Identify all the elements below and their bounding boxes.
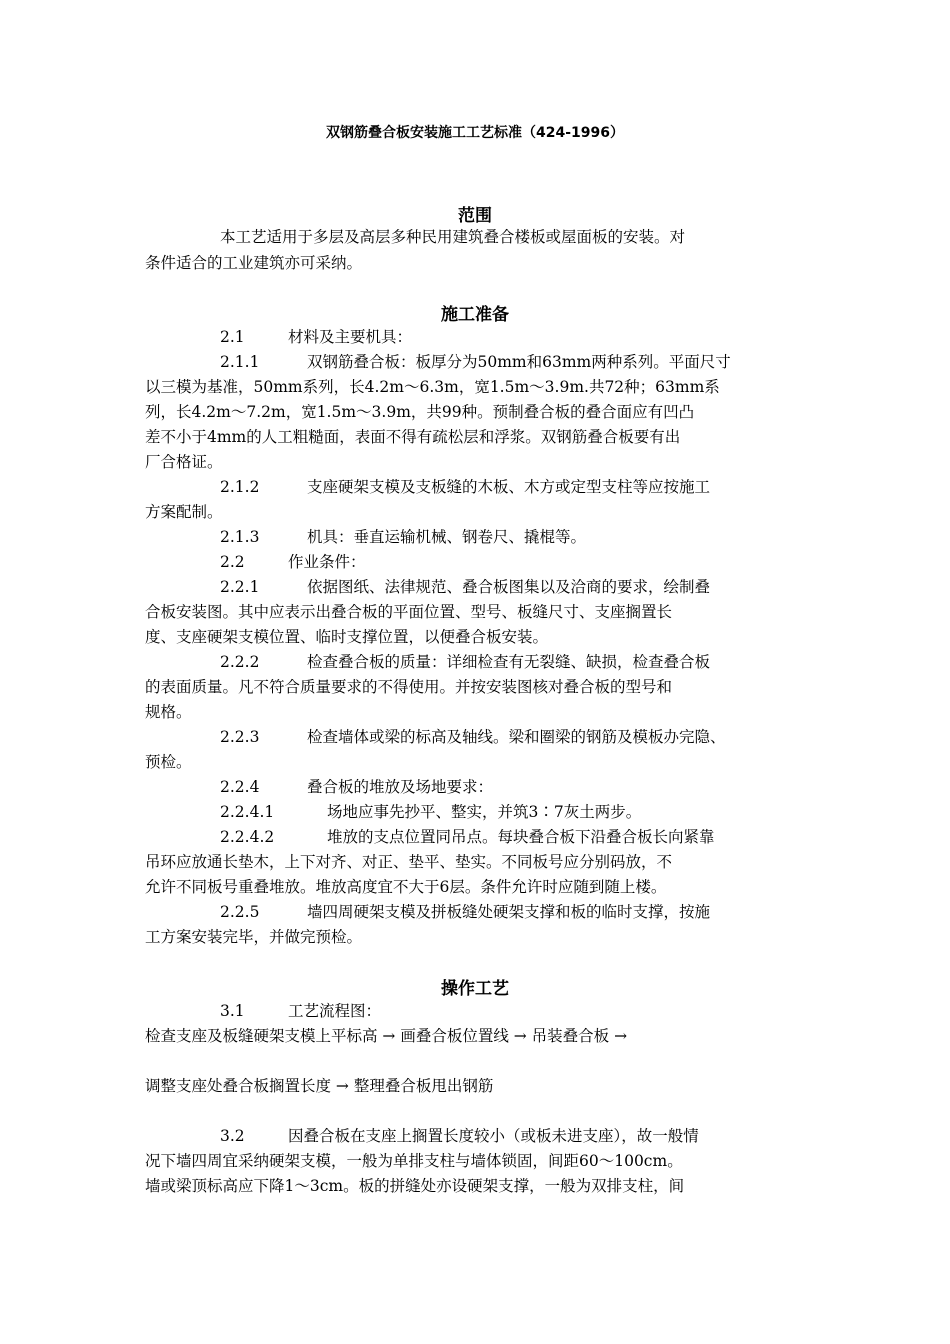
clause-text: 支座硬架支模及支板缝的木板、木方或定型支柱等应按施工 [307,478,711,496]
paragraph-line: 预检。 [145,753,192,771]
clause-text: 墙四周硬架支模及拼板缝处硬架支撑和板的临时支撑，按施 [307,903,711,921]
clause-number: 2.1.1 [220,353,260,371]
clause-text: 检查叠合板的质量：详细检查有无裂缝、缺损，检查叠合板 [307,653,711,671]
paragraph-line: 以三模为基准，50mm系列，长4.2m～6.3m，宽1.5m～3.9m.共72种；63mm系 [145,378,720,396]
paragraph-line: 规格。 [145,703,192,721]
clause-number: 2.1.2 [220,478,260,496]
paragraph-line: 方案配制。 [145,503,223,521]
clause-text: 场地应事先抄平、整实，并筑3∶7灰土两步。 [327,803,642,821]
clause-text: 堆放的支点位置同吊点。每块叠合板下沿叠合板长向紧靠 [327,828,715,846]
clause-number: 2.1 [220,328,245,346]
heading-operation: 操作工艺 [441,979,509,999]
clause-number: 2.1.3 [220,528,260,546]
clause-text: 依据图纸、法律规范、叠合板图集以及洽商的要求，绘制叠 [307,578,711,596]
paragraph-line: 的表面质量。凡不符合质量要求的不得使用。并按安装图核对叠合板的型号和 [145,678,673,696]
heading-scope: 范围 [458,206,492,226]
clause-text: 检查墙体或梁的标高及轴线。梁和圈梁的钢筋及模板办完隐、 [307,728,726,746]
document-title: 双钢筋叠合板安装施工工艺标准（424-1996） [326,125,624,141]
clause-text: 工艺流程图： [288,1002,382,1020]
paragraph-line: 工方案安装完毕，并做完预检。 [145,928,363,946]
clause-number: 2.2.1 [220,578,260,596]
clause-number: 2.2.3 [220,728,260,746]
heading-preparation: 施工准备 [441,305,509,325]
paragraph-line: 厂合格证。 [145,453,223,471]
paragraph-line: 本工艺适用于多层及高层多种民用建筑叠合楼板或屋面板的安装。对 [220,228,686,246]
clause-text: 材料及主要机具： [288,328,413,346]
paragraph-line: 墙或梁顶标高应下降1～3cm。板的拼缝处亦设硬架支撑，一般为双排支柱，间 [145,1177,685,1195]
clause-number: 2.2.5 [220,903,260,921]
paragraph-line: 允许不同板号重叠堆放。堆放高度宜不大于6层。条件允许时应随到随上楼。 [145,878,667,896]
clause-text: 因叠合板在支座上搁置长度较小（或板未进支座），故一般情 [288,1127,699,1145]
clause-number: 2.2.4 [220,778,260,796]
clause-number: 3.1 [220,1002,245,1020]
clause-text: 双钢筋叠合板：板厚分为50mm和63mm两种系列。平面尺寸 [307,353,731,371]
paragraph-line: 吊环应放通长垫木，上下对齐、对正、垫平、垫实。不同板号应分别码放，不 [145,853,673,871]
flow-line: 调整支座处叠合板搁置长度 → 整理叠合板甩出钢筋 [145,1077,494,1095]
paragraph-line: 度、支座硬架支模位置、临时支撑位置，以便叠合板安装。 [145,628,549,646]
paragraph-line: 况下墙四周宜采纳硬架支模，一般为单排支柱与墙体锁固，间距60～100cm。 [145,1152,683,1170]
clause-number: 2.2 [220,553,245,571]
clause-number: 2.2.4.1 [220,803,275,821]
paragraph-line: 条件适合的工业建筑亦可采纳。 [145,254,363,272]
paragraph-line: 合板安装图。其中应表示出叠合板的平面位置、型号、板缝尺寸、支座搁置长 [145,603,673,621]
paragraph-line: 列，长4.2m～7.2m，宽1.5m～3.9m，共99种。预制叠合板的叠合面应有凹凸 [145,403,695,421]
clause-text: 作业条件： [288,553,366,571]
flow-line: 检查支座及板缝硬架支模上平标高 → 画叠合板位置线 → 吊装叠合板 → [145,1027,628,1045]
clause-text: 叠合板的堆放及场地要求： [307,778,494,796]
clause-text: 机具：垂直运输机械、钢卷尺、撬棍等。 [307,528,587,546]
clause-number: 2.2.4.2 [220,828,275,846]
clause-number: 2.2.2 [220,653,260,671]
paragraph-line: 差不小于4mm的人工粗糙面，表面不得有疏松层和浮浆。双钢筋叠合板要有出 [145,428,681,446]
clause-number: 3.2 [220,1127,245,1145]
